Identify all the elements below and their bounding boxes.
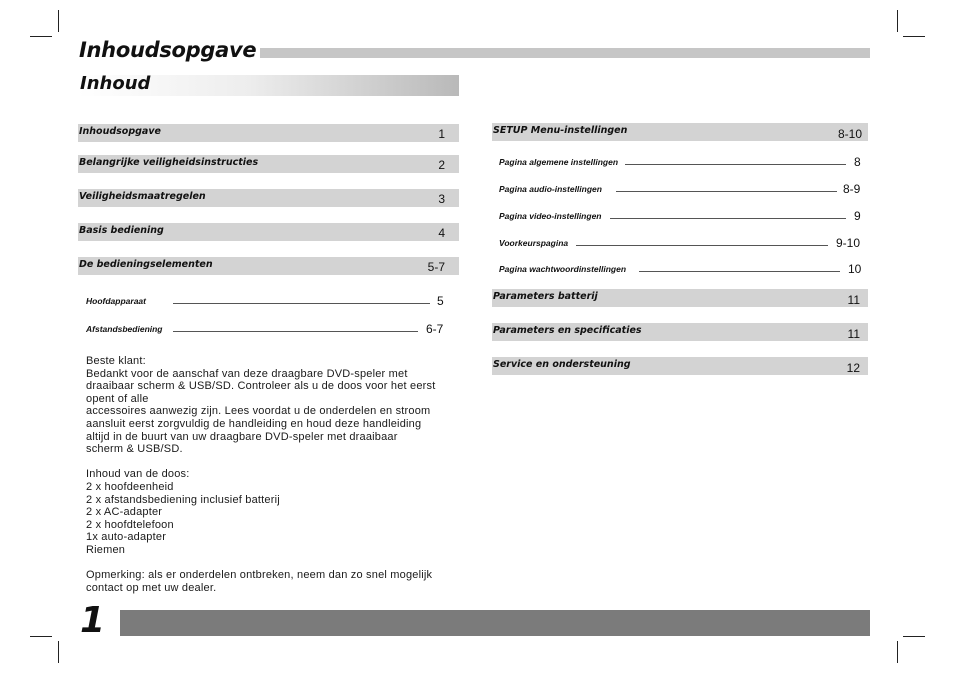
toc-subentry[interactable]	[499, 264, 867, 278]
crop-mark	[58, 641, 59, 663]
leader-line	[610, 218, 846, 219]
toc-entry-label: Service en ondersteuning	[493, 359, 631, 370]
toc-subentry-page: 10	[848, 262, 862, 276]
contents-item: 2 x hoofdtelefoon	[86, 518, 174, 531]
toc-entry-page: 4	[438, 226, 445, 240]
toc-entry-label: SETUP Menu-instellingen	[493, 125, 628, 136]
leader-line	[173, 331, 418, 332]
crop-mark	[897, 641, 898, 663]
toc-entry[interactable]	[492, 289, 868, 307]
crop-mark	[58, 10, 59, 32]
crop-mark	[30, 36, 52, 37]
intro-line: Bedankt voor de aanschaf van deze draagbare DVD-speler met	[86, 367, 408, 380]
leader-line	[173, 303, 430, 304]
toc-subentry-page: 8-9	[843, 182, 861, 196]
toc-entry-page: 12	[846, 361, 860, 375]
toc-subentry-page: 9	[854, 209, 861, 223]
contents-item: 2 x afstandsbediening inclusief batterij	[86, 493, 280, 506]
intro-line: opent of alle	[86, 392, 149, 405]
toc-entry-label: Veiligheidsmaatregelen	[79, 191, 206, 202]
toc-entry[interactable]	[492, 123, 868, 141]
toc-subentry[interactable]	[499, 157, 867, 171]
intro-line: scherm & USB/SD.	[86, 443, 183, 456]
toc-subentry[interactable]	[86, 324, 456, 338]
intro-text	[86, 355, 458, 594]
crop-mark	[30, 636, 52, 637]
toc-subentry-label: Afstandsbediening	[86, 324, 163, 334]
intro-line: aansluit eerst zorgvuldig de handleiding en houd deze handleiding	[86, 417, 422, 430]
toc-subentry[interactable]	[499, 238, 867, 252]
page-title: Inhoudsopgave	[79, 38, 260, 62]
toc-subentry[interactable]	[499, 184, 867, 198]
intro-line: accessoires aanwezig zijn. Lees voordat u de onderdelen en stroom	[86, 405, 431, 418]
toc-entry[interactable]	[78, 223, 459, 241]
toc-entry-label: Belangrijke veiligheidsinstructies	[79, 157, 259, 168]
toc-subentry-page: 8	[854, 155, 861, 169]
page-subtitle: Inhoud	[80, 73, 151, 94]
contents-item: 2 x hoofdeenheid	[86, 480, 174, 493]
leader-line	[576, 245, 828, 246]
toc-subentry-label: Hoofdapparaat	[86, 296, 146, 306]
crop-mark	[903, 636, 925, 637]
contents-item: 1x auto-adapter	[86, 531, 167, 544]
toc-entry-label: Parameters en specificaties	[493, 325, 642, 336]
toc-entry-label: Parameters batterij	[493, 291, 598, 302]
footer-bar	[120, 610, 870, 636]
greeting: Beste klant:	[86, 355, 146, 367]
toc-entry-label: De bedieningselementen	[79, 259, 213, 270]
toc-entry[interactable]	[78, 189, 459, 207]
toc-entry-label: Basis bediening	[79, 225, 164, 236]
toc-entry-label: Inhoudsopgave	[79, 126, 161, 137]
toc-subentry-label: Pagina video-instellingen	[499, 211, 602, 221]
toc-entry[interactable]	[78, 257, 459, 275]
contents-item: Riemen	[86, 543, 126, 556]
intro-line: draaibaar scherm & USB/SD. Controleer als u de doos voor het eerst	[86, 380, 436, 393]
contents-title: Inhoud van de doos:	[86, 468, 190, 481]
toc-entry[interactable]	[492, 357, 868, 375]
toc-entry[interactable]	[78, 155, 459, 173]
page-number: 1	[80, 600, 106, 641]
leader-line	[625, 164, 846, 165]
toc-subentry[interactable]	[499, 211, 867, 225]
toc-entry-page: 5-7	[427, 260, 445, 274]
toc-subentry-page: 5	[437, 294, 444, 308]
toc-entry-page: 1	[438, 127, 445, 141]
toc-subentry-label: Pagina algemene instellingen	[499, 157, 619, 167]
toc-subentry-label: Pagina audio-instellingen	[499, 184, 602, 194]
crop-mark	[897, 10, 898, 32]
toc-entry-page: 2	[438, 158, 445, 172]
toc-subentry-label: Voorkeurspagina	[499, 238, 569, 248]
toc-subentry[interactable]	[86, 296, 456, 310]
toc-entry-page: 11	[847, 327, 860, 341]
intro-line: altijd in de buurt van uw draagbare DVD-speler met draaibaar	[86, 430, 398, 443]
toc-subentry-page: 6-7	[426, 322, 444, 336]
toc-entry-page: 11	[847, 293, 860, 307]
leader-line	[616, 191, 837, 192]
toc-subentry-label: Pagina wachtwoordinstellingen	[499, 264, 627, 274]
crop-mark	[903, 36, 925, 37]
toc-entry-page: 8-10	[837, 127, 862, 141]
note-line: Opmerking: als er onderdelen ontbreken, neem dan zo snel mogelijk	[86, 569, 433, 582]
leader-line	[639, 271, 840, 272]
note-line: contact op met uw dealer.	[86, 581, 217, 594]
toc-entry[interactable]	[492, 323, 868, 341]
contents-item: 2 x AC-adapter	[86, 506, 163, 519]
toc-entry-page: 3	[438, 192, 445, 206]
toc-subentry-page: 9-10	[836, 236, 861, 250]
toc-entry[interactable]	[78, 124, 459, 142]
